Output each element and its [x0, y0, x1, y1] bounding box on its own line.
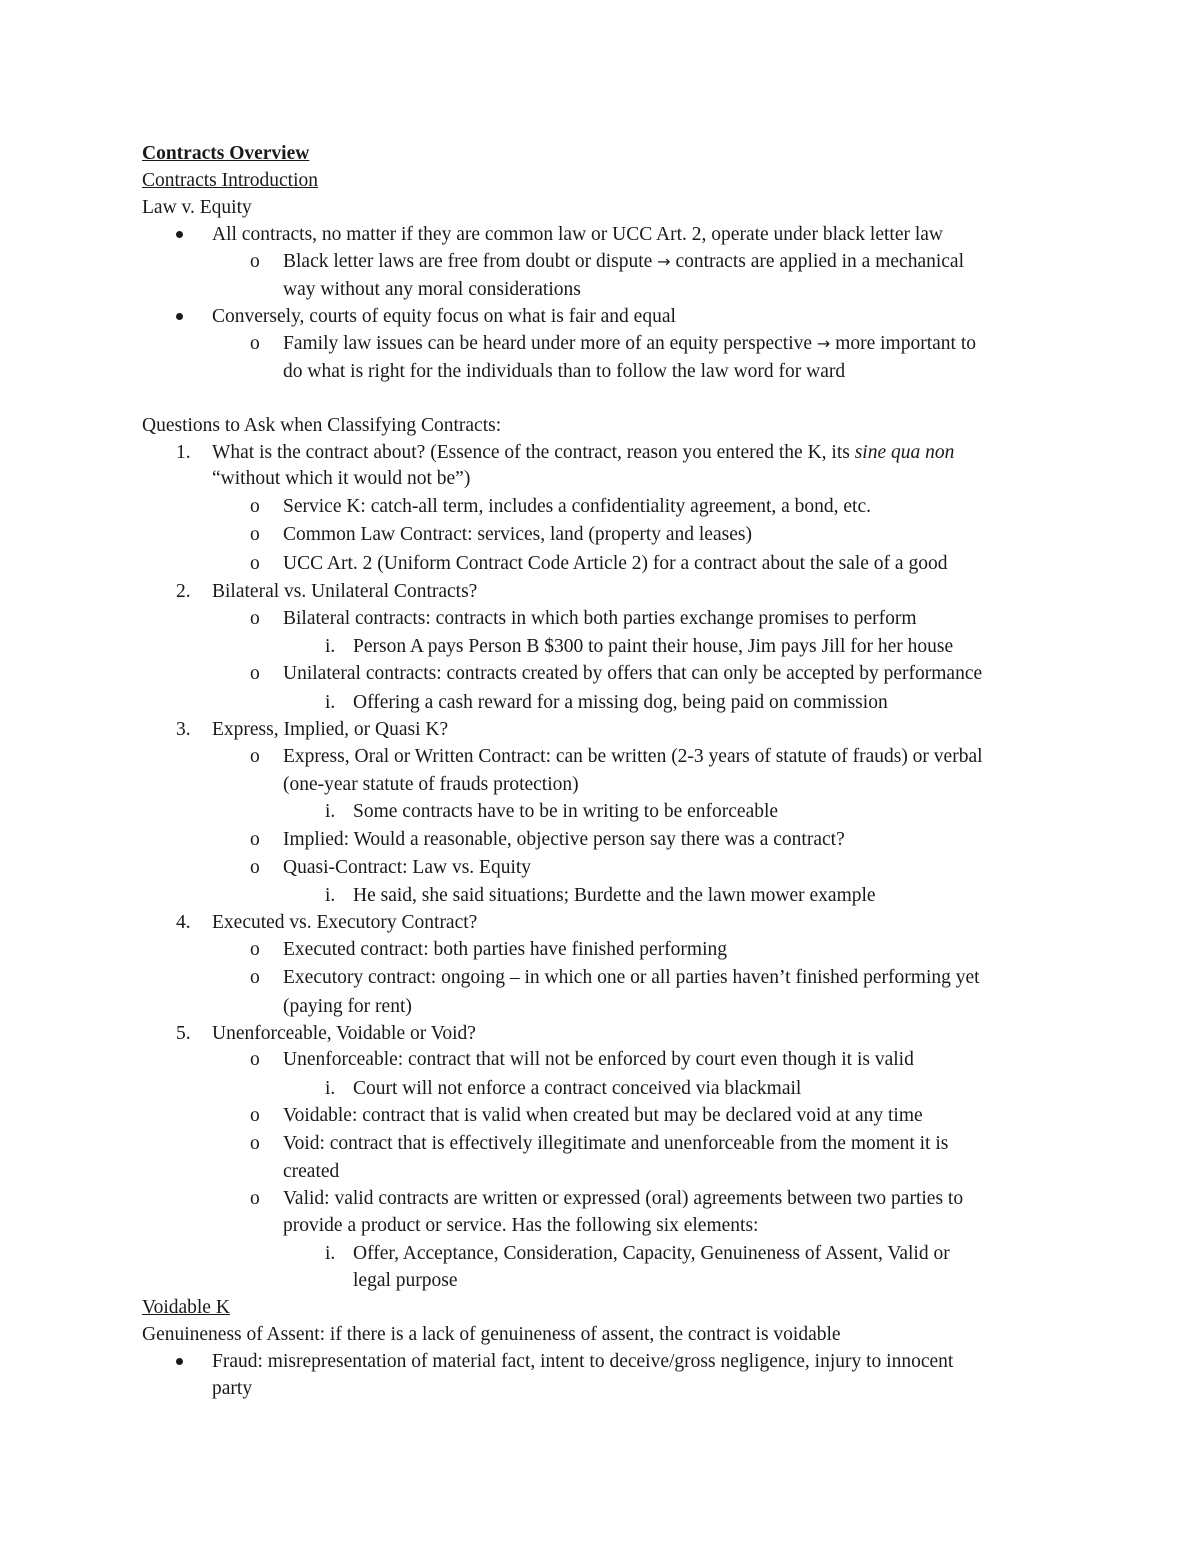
- list-number: 2.: [176, 581, 191, 602]
- list-item: All contracts, no matter if they are common law or UCC Art. 2, operate under black letter law: [212, 224, 944, 245]
- list-number: 5.: [176, 1023, 191, 1044]
- section-heading: Contracts Introduction: [142, 170, 319, 191]
- list-item: Unenforceable: contract that will not be enforced by court even though it is valid: [283, 1049, 914, 1070]
- sub-bullet-marker: o: [250, 829, 260, 850]
- document-title: Contracts Overview: [142, 143, 310, 164]
- bullet-icon: [176, 1358, 183, 1365]
- list-item: Bilateral contracts: contracts in which both parties exchange promises to perform: [283, 608, 917, 629]
- list-item: Conversely, courts of equity focus on what is fair and equal: [212, 306, 676, 327]
- sub-bullet-marker: o: [250, 524, 260, 545]
- sub-bullet-marker: o: [250, 496, 260, 517]
- section-heading: Voidable K: [142, 1297, 230, 1318]
- sub-bullet-marker: o: [250, 1105, 260, 1126]
- roman-marker: i.: [325, 1078, 336, 1099]
- sub-bullet-marker: o: [250, 251, 260, 272]
- sub-bullet-marker: o: [250, 663, 260, 684]
- list-item-continuation: legal purpose: [353, 1270, 458, 1291]
- list-item: Person A pays Person B $300 to paint their house, Jim pays Jill for her house: [353, 636, 954, 657]
- list-item: Common Law Contract: services, land (property and leases): [283, 524, 752, 545]
- subheading: Law v. Equity: [142, 197, 252, 218]
- list-item-continuation: party: [212, 1378, 253, 1399]
- arrow-icon: →: [657, 252, 671, 271]
- list-item: Executed vs. Executory Contract?: [212, 912, 478, 933]
- list-item-continuation: created: [283, 1161, 340, 1182]
- list-item-continuation: provide a product or service. Has the following six elements:: [283, 1215, 759, 1236]
- list-item-continuation: way without any moral considerations: [283, 279, 581, 300]
- list-number: 1.: [176, 442, 191, 463]
- list-item: Family law issues can be heard under more of an equity perspective → more important to: [283, 333, 977, 354]
- list-item: Express, Oral or Written Contract: can be written (2-3 years of statute of frauds) or verbal: [283, 746, 983, 767]
- roman-marker: i.: [325, 692, 336, 713]
- roman-marker: i.: [325, 1243, 336, 1264]
- list-item: Unilateral contracts: contracts created by offers that can only be accepted by performance: [283, 663, 983, 684]
- list-item-continuation: (paying for rent): [283, 996, 412, 1017]
- list-item: Offer, Acceptance, Consideration, Capacity, Genuineness of Assent, Valid or: [353, 1243, 950, 1264]
- list-item: Valid: valid contracts are written or expressed (oral) agreements between two parties to: [283, 1188, 964, 1209]
- roman-marker: i.: [325, 636, 336, 657]
- list-item: Executed contract: both parties have finished performing: [283, 939, 728, 960]
- bullet-icon: [176, 313, 183, 320]
- list-item: He said, she said situations; Burdette and the lawn mower example: [353, 885, 876, 906]
- sub-bullet-marker: o: [250, 608, 260, 629]
- paragraph: Genuineness of Assent: if there is a lack of genuineness of assent, the contract is voidable: [142, 1324, 841, 1345]
- list-item: Some contracts have to be in writing to be enforceable: [353, 801, 779, 822]
- list-number: 3.: [176, 719, 191, 740]
- sub-bullet-marker: o: [250, 333, 260, 354]
- list-item-continuation: (one-year statute of frauds protection): [283, 774, 579, 795]
- sub-bullet-marker: o: [250, 1188, 260, 1209]
- list-item: Bilateral vs. Unilateral Contracts?: [212, 581, 478, 602]
- sub-bullet-marker: o: [250, 939, 260, 960]
- list-item: Service K: catch-all term, includes a confidentiality agreement, a bond, etc.: [283, 496, 872, 517]
- list-item-continuation: do what is right for the individuals than to follow the law word for ward: [283, 361, 846, 382]
- roman-marker: i.: [325, 885, 336, 906]
- list-item: Unenforceable, Voidable or Void?: [212, 1023, 476, 1044]
- list-item: Voidable: contract that is valid when created but may be declared void at any time: [283, 1105, 923, 1126]
- list-item-continuation: “without which it would not be”): [212, 468, 471, 489]
- list-item: Executory contract: ongoing – in which one or all parties haven’t finished performing yet: [283, 967, 980, 988]
- sub-bullet-marker: o: [250, 1133, 260, 1154]
- list-item: Fraud: misrepresentation of material fact, intent to deceive/gross negligence, injury to innocent: [212, 1351, 954, 1372]
- list-item: Express, Implied, or Quasi K?: [212, 719, 449, 740]
- sub-bullet-marker: o: [250, 553, 260, 574]
- list-item: Void: contract that is effectively illegitimate and unenforceable from the moment it is: [283, 1133, 949, 1154]
- list-item: What is the contract about? (Essence of the contract, reason you entered the K, its sine qua non: [212, 442, 955, 463]
- list-item: Court will not enforce a contract conceived via blackmail: [353, 1078, 802, 1099]
- roman-marker: i.: [325, 801, 336, 822]
- questions-heading: Questions to Ask when Classifying Contracts:: [142, 415, 502, 436]
- bullet-icon: [176, 231, 183, 238]
- arrow-icon: →: [816, 334, 831, 353]
- list-item: Quasi-Contract: Law vs. Equity: [283, 857, 532, 878]
- sub-bullet-marker: o: [250, 746, 260, 767]
- list-item: Implied: Would a reasonable, objective person say there was a contract?: [283, 829, 845, 850]
- sub-bullet-marker: o: [250, 857, 260, 878]
- list-number: 4.: [176, 912, 191, 933]
- list-item: Offering a cash reward for a missing dog, being paid on commission: [353, 692, 888, 713]
- list-item: UCC Art. 2 (Uniform Contract Code Article 2) for a contract about the sale of a good: [283, 553, 948, 574]
- sub-bullet-marker: o: [250, 1049, 260, 1070]
- sub-bullet-marker: o: [250, 967, 260, 988]
- list-item: Black letter laws are free from doubt or dispute → contracts are applied in a mechanical: [283, 251, 964, 272]
